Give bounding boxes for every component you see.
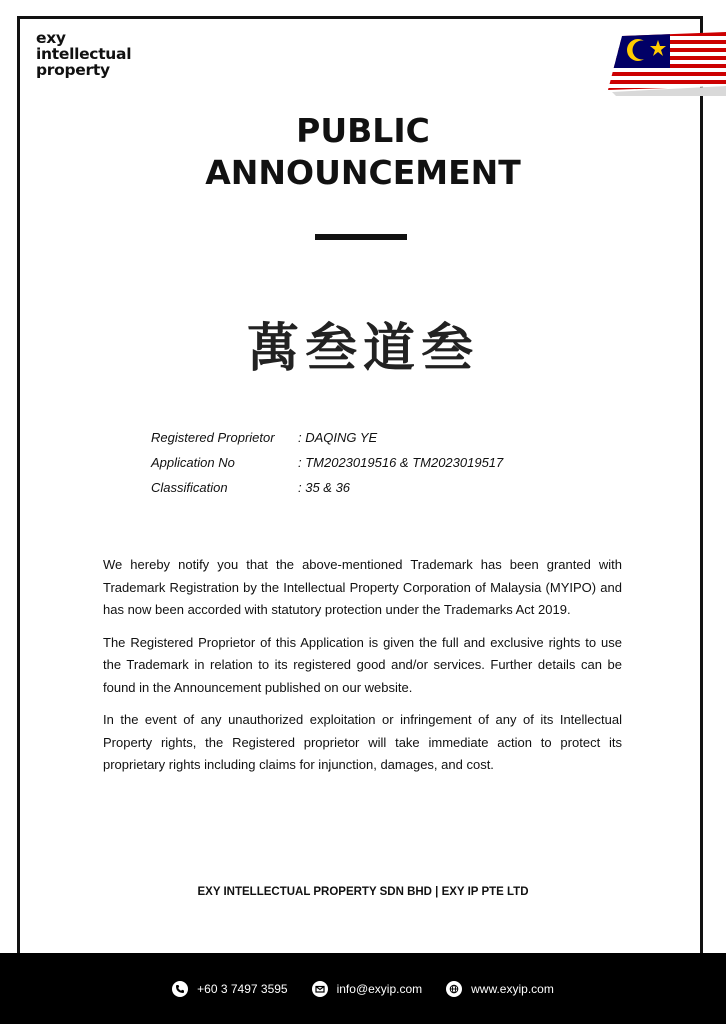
detail-value: : TM2023019516 & TM2023019517: [298, 455, 504, 470]
paragraph-rights: The Registered Proprietor of this Application is given the full and exclusive rights to use the Trademark in relation to its registered good and/or services. Further details can be found in the Announcement published on our website.: [103, 634, 622, 695]
detail-value: : DAQING YE: [298, 430, 378, 445]
phone-number: +60 3 7497 3595: [197, 981, 288, 996]
page-title: [0, 110, 726, 194]
detail-label: Application No: [151, 455, 235, 470]
detail-row-application: [151, 455, 503, 480]
announcement-body: [103, 554, 622, 787]
trademark-image: 萬叁道叁: [246, 318, 479, 379]
logo-line-1: exy: [36, 29, 66, 47]
logo-line-3: property: [36, 61, 110, 79]
footer-phone[interactable]: [172, 981, 287, 997]
website-url: www.exyip.com: [471, 981, 554, 996]
globe-icon: [446, 981, 462, 997]
malaysia-flag-icon: [608, 26, 726, 96]
mail-icon: [312, 981, 328, 997]
logo-line-2: intellectual: [36, 45, 132, 63]
trademark-details: [151, 430, 503, 505]
footer-website[interactable]: [446, 981, 554, 997]
paragraph-enforcement: In the event of any unauthorized exploitation or infringement of any of its Intellectual Property rights, the Registered proprietor will take immediate action to protect its proprietary rights including claims for injunction, damages, and cost.: [103, 712, 622, 772]
paragraph-notice: We hereby notify you that the above-mentioned Trademark has been granted with Trademark Registration by the Intellectual Property Corporation of Malaysia (MYIPO) and has now been accorded with statutory protection under the Trademarks Act 2019.: [103, 557, 622, 617]
title-divider: [315, 234, 407, 240]
detail-row-proprietor: [151, 430, 503, 455]
company-name: EXY INTELLECTUAL PROPERTY SDN BHD | EXY IP PTE LTD: [197, 886, 529, 898]
email-address: info@exyip.com: [336, 981, 423, 996]
company-logo: [36, 30, 131, 78]
detail-value: : 35 & 36: [298, 480, 351, 495]
title-line-1: PUBLIC: [296, 111, 430, 150]
footer-email[interactable]: [312, 981, 423, 997]
detail-label: Classification: [151, 480, 228, 495]
detail-row-classification: [151, 480, 503, 505]
detail-label: Registered Proprietor: [151, 430, 275, 445]
phone-icon: [172, 981, 188, 997]
footer-bar: [0, 953, 726, 1024]
title-line-2: ANNOUNCEMENT: [205, 153, 521, 192]
